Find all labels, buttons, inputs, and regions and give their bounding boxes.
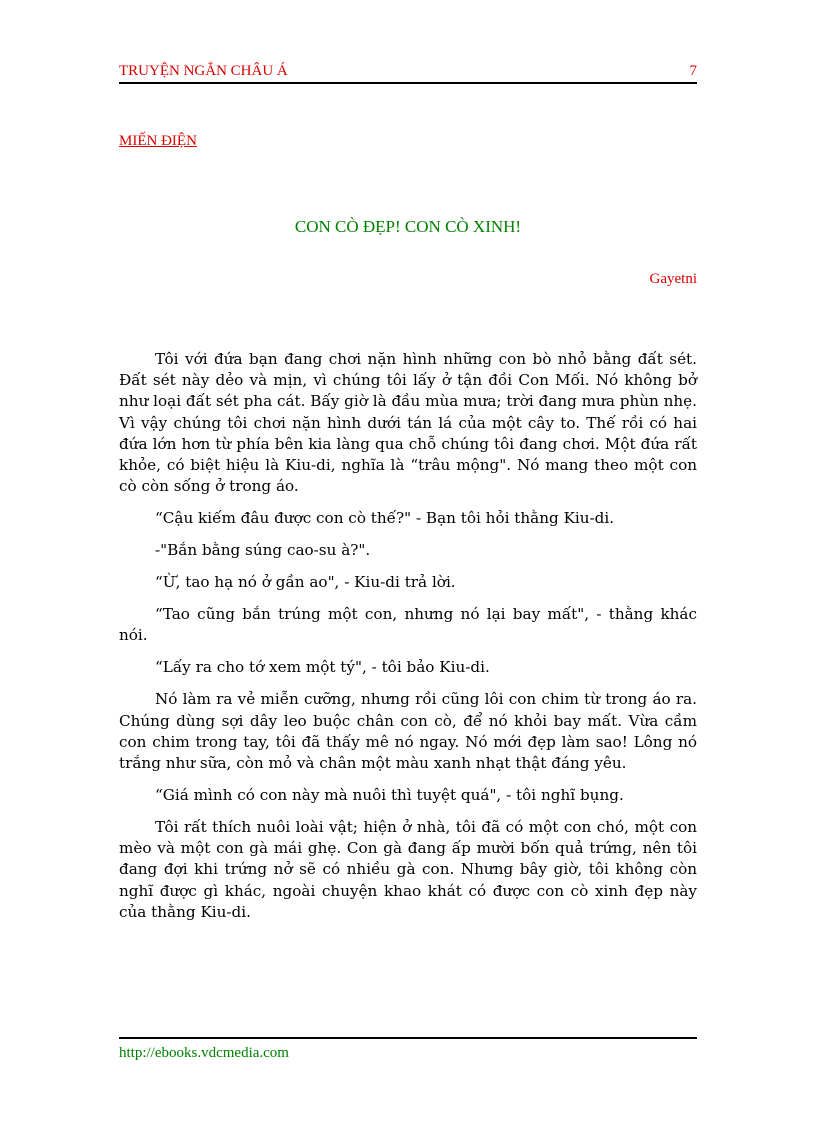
paragraph: “Giá mình có con này mà nuôi thì tuyệt quá", - tôi nghĩ bụng. [155, 786, 624, 805]
story-body [119, 349, 697, 934]
paragraph: “Cậu kiếm đâu được con cò thế?" - Bạn tôi hỏi thằng Kiu-di. [155, 509, 615, 528]
footer-divider [119, 1037, 697, 1039]
story-author: Gayetni [649, 271, 697, 287]
section-heading: MIẾN ĐIỆN [119, 133, 197, 149]
book-title: TRUYỆN NGẮN CHÂU Á [119, 63, 288, 79]
page-number: 7 [689, 63, 697, 79]
paragraph: “Ừ, tao hạ nó ở gần ao", - Kiu-di trả lời. [155, 573, 456, 592]
paragraph: Tôi với đứa bạn đang chơi nặn hình những con bò nhỏ bằng đất sét. Đất sét này dẻo và mịn, vì chúng tôi lấy ở tận đồi Con Mối. Nó không bở như loại đất sét pha cát. Bấy giờ là đầu mùa mưa; trời đang mưa phùn nhẹ. Vì vậy chúng tôi chơi nặn hình dưới tán lá của một cây to. Thế rồi có hai đứa lớn hơn từ phía bên kia làng qua chỗ chúng tôi đang chơi. Một đứa rất khỏe, có biệt hiệu là Kiu-di, nghĩa là “trâu mộng". Nó mang theo một con cò còn sống ở trong áo. [119, 350, 697, 496]
page-header [119, 62, 697, 84]
paragraph: “Tao cũng bắn trúng một con, nhưng nó lại bay mất", - thằng khác nói. [119, 605, 697, 645]
paragraph: Tôi rất thích nuôi loài vật; hiện ở nhà, tôi đã có một con chó, một con mèo và một con gà mái ghẹ. Con gà đang ấp mười bốn quả trứng, nên tôi đang đợi khi trứng nở sẽ có nhiều gà con. Nhưng bây giờ, tôi không còn nghĩ được gì khác, ngoài chuyện khao khát có được con cò xinh đẹp này của thằng Kiu-di. [119, 818, 697, 921]
paragraph: Nó làm ra vẻ miễn cưỡng, nhưng rồi cũng lôi con chim từ trong áo ra. Chúng dùng sợi dây leo buộc chân con cò, để nó khỏi bay mất. Vừa cầm con chim trong tay, tôi đã thấy mê nó ngay. Nó mới đẹp làm sao! Lông nó trắng như sữa, còn mỏ và chân một màu xanh nhạt thật đáng yêu. [119, 690, 697, 773]
paragraph: “Lấy ra cho tớ xem một tý", - tôi bảo Kiu-di. [155, 658, 490, 677]
footer-link[interactable]: http://ebooks.vdcmedia.com [119, 1045, 289, 1061]
paragraph: -"Bắn bằng súng cao-su à?". [155, 541, 371, 560]
story-title: CON CÒ ĐẸP! CON CÒ XINH! [294, 217, 522, 236]
